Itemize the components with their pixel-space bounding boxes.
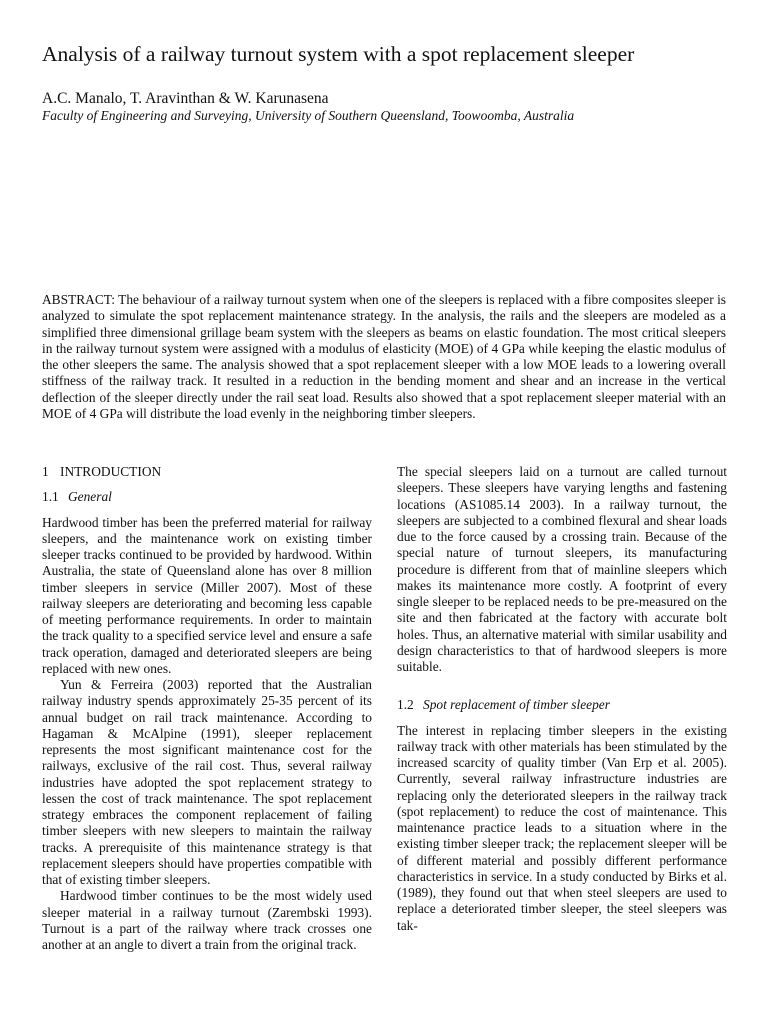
subsection-heading-general bbox=[42, 489, 372, 505]
paragraph: Yun & Ferreira (2003) reported that the Australian railway industry spends approximately 25-35 percent of its annual budget on rail track maintenance. According to Hagaman & McAlpine (1991), sleeper replacement represents the most significant maintenance cost for the railways, exclusive of the rail cost. Thus, several railway industries have adopted the spot replacement strategy to lessen the cost of track maintenance. The spot replacement strategy embraces the component replacement of failing timber sleepers with new sleepers to maintain the railway tracks. A prerequisite of this maintenance strategy is that replacement sleepers should have properties compatible with that of existing timber sleepers. bbox=[42, 677, 372, 887]
subsection-title: Spot replacement of timber sleeper bbox=[423, 697, 610, 713]
left-column bbox=[42, 464, 372, 953]
subsection-heading-spot-replacement bbox=[397, 697, 727, 713]
subsection-title: General bbox=[68, 489, 112, 505]
paragraph-continued: The special sleepers laid on a turnout are called turnout sleepers. These sleepers have varying lengths and fastening locations (AS1085.14 2003). In a railway turnout, the sleepers are subjected to a combined flexural and shear loads due to the force caused by a crossing train. Because of the special nature of turnout sleepers, its manufacturing procedure is different from that of mainline sleepers which makes its maintenance more costly. A footprint of every single sleeper to be replaced needs to be pre-measured on the site and then fabricated at the factory with accurate bolt holes. Thus, an alternative material with similar usability and design characteristics to that of hardwood sleepers is more suitable. bbox=[397, 464, 727, 674]
paragraph: Hardwood timber continues to be the most widely used sleeper material in a railway turnout (Zarembski 1993). Turnout is a part of the railway where track crosses one another at an angle to divert a train from the original track. bbox=[42, 888, 372, 952]
affiliation: Faculty of Engineering and Surveying, University of Southern Queensland, Toowoomba, Australia bbox=[42, 108, 575, 123]
section-heading-introduction bbox=[42, 464, 372, 480]
subsection-number: 1.2 bbox=[397, 697, 414, 713]
subsection-number: 1.1 bbox=[42, 489, 59, 505]
paper-title: Analysis of a railway turnout system with a spot replacement sleeper bbox=[42, 42, 635, 66]
section-title: INTRODUCTION bbox=[60, 464, 162, 479]
section-number: 1 bbox=[42, 464, 49, 479]
author-list: A.C. Manalo, T. Aravinthan & W. Karunasena bbox=[42, 90, 329, 107]
paragraph: Hardwood timber has been the preferred material for railway sleepers, and the maintenance work on existing timber sleeper tracks continued to be provided by hardwood. Within Australia, the state of Queensland alone has over 8 million timber sleepers in service (Miller 2007). Most of these railway sleepers are deteriorating and becoming less capable of meeting performance requirements. In order to maintain the track quality to a specified service level and ensure a safe track operation, damaged and deteriorated sleepers are being replaced with new ones. bbox=[42, 514, 372, 676]
right-column bbox=[397, 464, 727, 934]
paragraph: The interest in replacing timber sleepers in the existing railway track with other materials has been stimulated by the increased scarcity of quality timber (Van Erp et al. 2005). Currently, several railway infrastructure industries are replacing only the deteriorated sleepers in the railway track (spot replacement) to reduce the cost of maintenance. This maintenance practice leads to a situation where in the existing timber sleeper track; the replacement sleeper will be of different material and possibly different performance characteristics in service. In a study conducted by Birks et al. (1989), they found out that when steel sleepers are used to replace a deteriorated timber sleeper, the steel sleepers was tak- bbox=[397, 722, 727, 933]
abstract: ABSTRACT: The behaviour of a railway turnout system when one of the sleepers is replaced with a fibre composites sleeper is analyzed to simulate the spot replacement maintenance strategy. In the analysis, the rails and the sleepers are modeled as a simplified three dimensional grillage beam system with the sleepers as beams on elastic foundation. The most critical sleepers in the railway turnout system were assigned with a modulus of elasticity (MOE) of 4 GPa while keeping the elastic modulus of the other sleepers the same. The analysis showed that a spot replacement sleeper with a low MOE leads to a lowering overall stiffness of the railway track. It resulted in a reduction in the bending moment and shear and an increase in the vertical deflection of the sleeper directly under the rail seat load. Results also showed that a spot replacement sleeper material with an MOE of 4 GPa will distribute the load evenly in the neighboring timber sleepers. bbox=[42, 292, 726, 421]
